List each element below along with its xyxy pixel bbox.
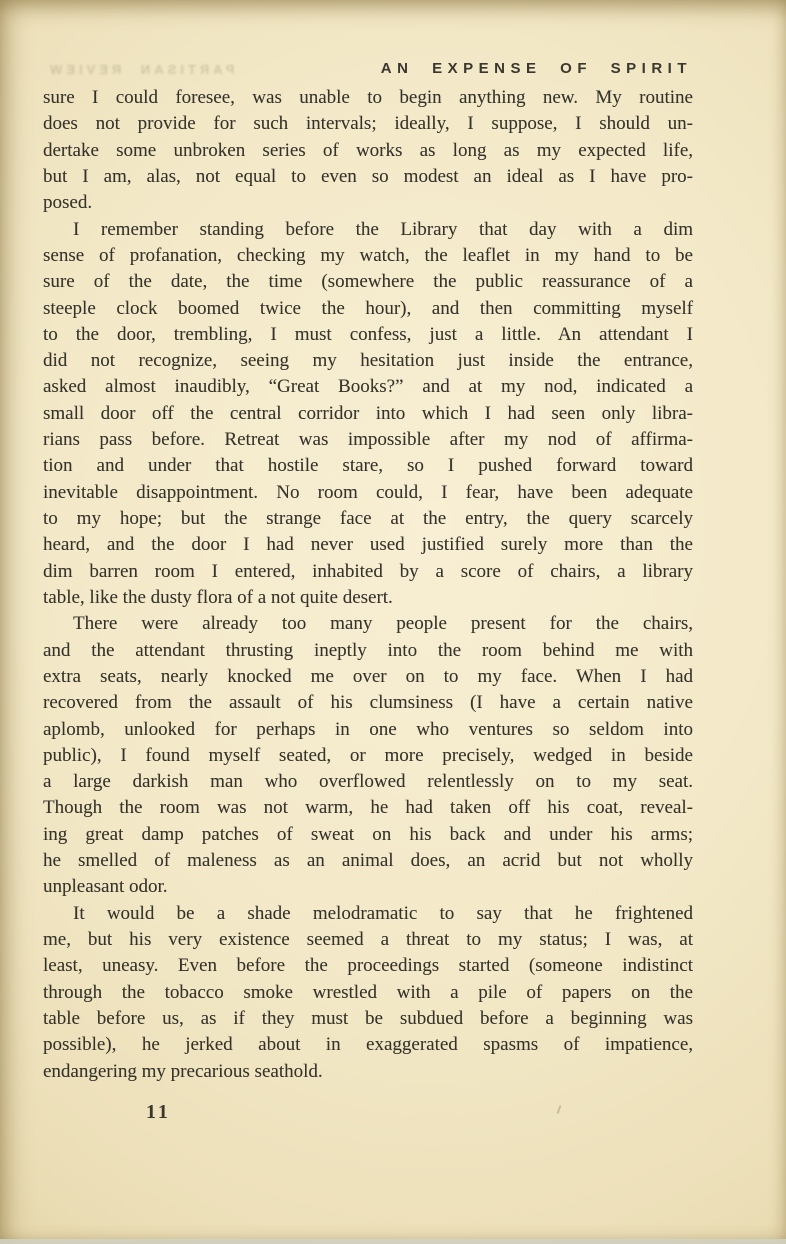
text-line: he smelled of maleness as an animal does, an acrid but not wholly (43, 850, 693, 872)
text-line: through the tobacco smoke wrestled with a pile of papers on the (43, 981, 693, 1003)
text-line: I remember standing before the Library that day with a dim (73, 218, 693, 240)
text-line: heard, and the door I had never used justified surely more than the (43, 534, 693, 556)
text-line: sure of the date, the time (somewhere the public reassurance of a (43, 271, 693, 293)
text-line: does not provide for such intervals; ideally, I suppose, I should un- (43, 113, 693, 135)
text-line: Though the room was not warm, he had taken off his coat, reveal- (43, 797, 693, 819)
text-line: tion and under that hostile stare, so I pushed forward toward (43, 455, 693, 477)
paragraph (43, 217, 693, 612)
text-line: posed. (43, 192, 93, 214)
text-line: aplomb, unlooked for perhaps in one who ventures so seldom into (43, 718, 693, 740)
text-line: ing great damp patches of sweat on his back and under his arms; (43, 823, 693, 845)
page-body-text (43, 85, 693, 1085)
text-line: least, uneasy. Even before the proceedings started (someone indistinct (43, 955, 693, 977)
text-line: did not recognize, seeing my hesitation just inside the entrance, (43, 350, 693, 372)
text-line: to the door, trembling, I must confess, just a little. An attendant I (43, 323, 693, 345)
bleed-through-text: PARTISAN REVIEW (46, 62, 235, 77)
page-number: 11 (146, 1101, 171, 1123)
text-line: sure I could foresee, was unable to begin anything new. My routine (43, 87, 693, 108)
text-line: endangering my precarious seathold. (43, 1060, 323, 1082)
text-line: steeple clock boomed twice the hour), and then committing myself (43, 297, 693, 319)
text-line: and the attendant thrusting ineptly into the room behind me with (43, 639, 693, 661)
text-line: small door off the central corridor into which I had seen only libra- (43, 402, 693, 424)
text-line: table, like the dusty flora of a not quite desert. (43, 586, 393, 608)
text-line: dertake some unbroken series of works as long as my expected life, (43, 139, 693, 161)
text-line: possible), he jerked about in exaggerated spasms of impatience, (43, 1034, 693, 1056)
text-line: inevitable disappointment. No room could, I fear, have been adequate (43, 481, 693, 503)
text-line: table before us, as if they must be subdued before a beginning was (43, 1007, 693, 1029)
text-line: sense of profanation, checking my watch, the leaflet in my hand to be (43, 244, 693, 266)
running-header: AN EXPENSE OF SPIRIT (380, 60, 692, 77)
paragraph (43, 901, 693, 1085)
paper-speck (557, 1105, 562, 1114)
text-line: me, but his very existence seemed a threat to my status; I was, at (43, 929, 693, 950)
text-line: but I am, alas, not equal to even so modest an ideal as I have pro- (43, 165, 693, 187)
paragraph (43, 85, 693, 217)
text-line: dim barren room I entered, inhabited by a score of chairs, a library (43, 560, 693, 582)
text-line: unpleasant odor. (43, 876, 168, 898)
text-line: extra seats, nearly knocked me over on to my face. When I had (43, 665, 693, 687)
text-line: recovered from the assault of his clumsiness (I have a certain native (43, 692, 693, 714)
paragraph (43, 611, 693, 900)
text-line: There were already too many people present for the chairs, (73, 613, 693, 635)
text-line: rians pass before. Retreat was impossible after my nod of affirma- (43, 429, 693, 451)
text-line: asked almost inaudibly, “Great Books?” and at my nod, indicated a (43, 376, 693, 398)
text-line: It would be a shade melodramatic to say that he frightened (73, 902, 693, 924)
text-line: a large darkish man who overflowed relentlessly on to my seat. (43, 771, 693, 793)
text-line: to my hope; but the strange face at the entry, the query scarcely (43, 508, 693, 529)
text-line: public), I found myself seated, or more precisely, wedged in beside (43, 744, 693, 766)
